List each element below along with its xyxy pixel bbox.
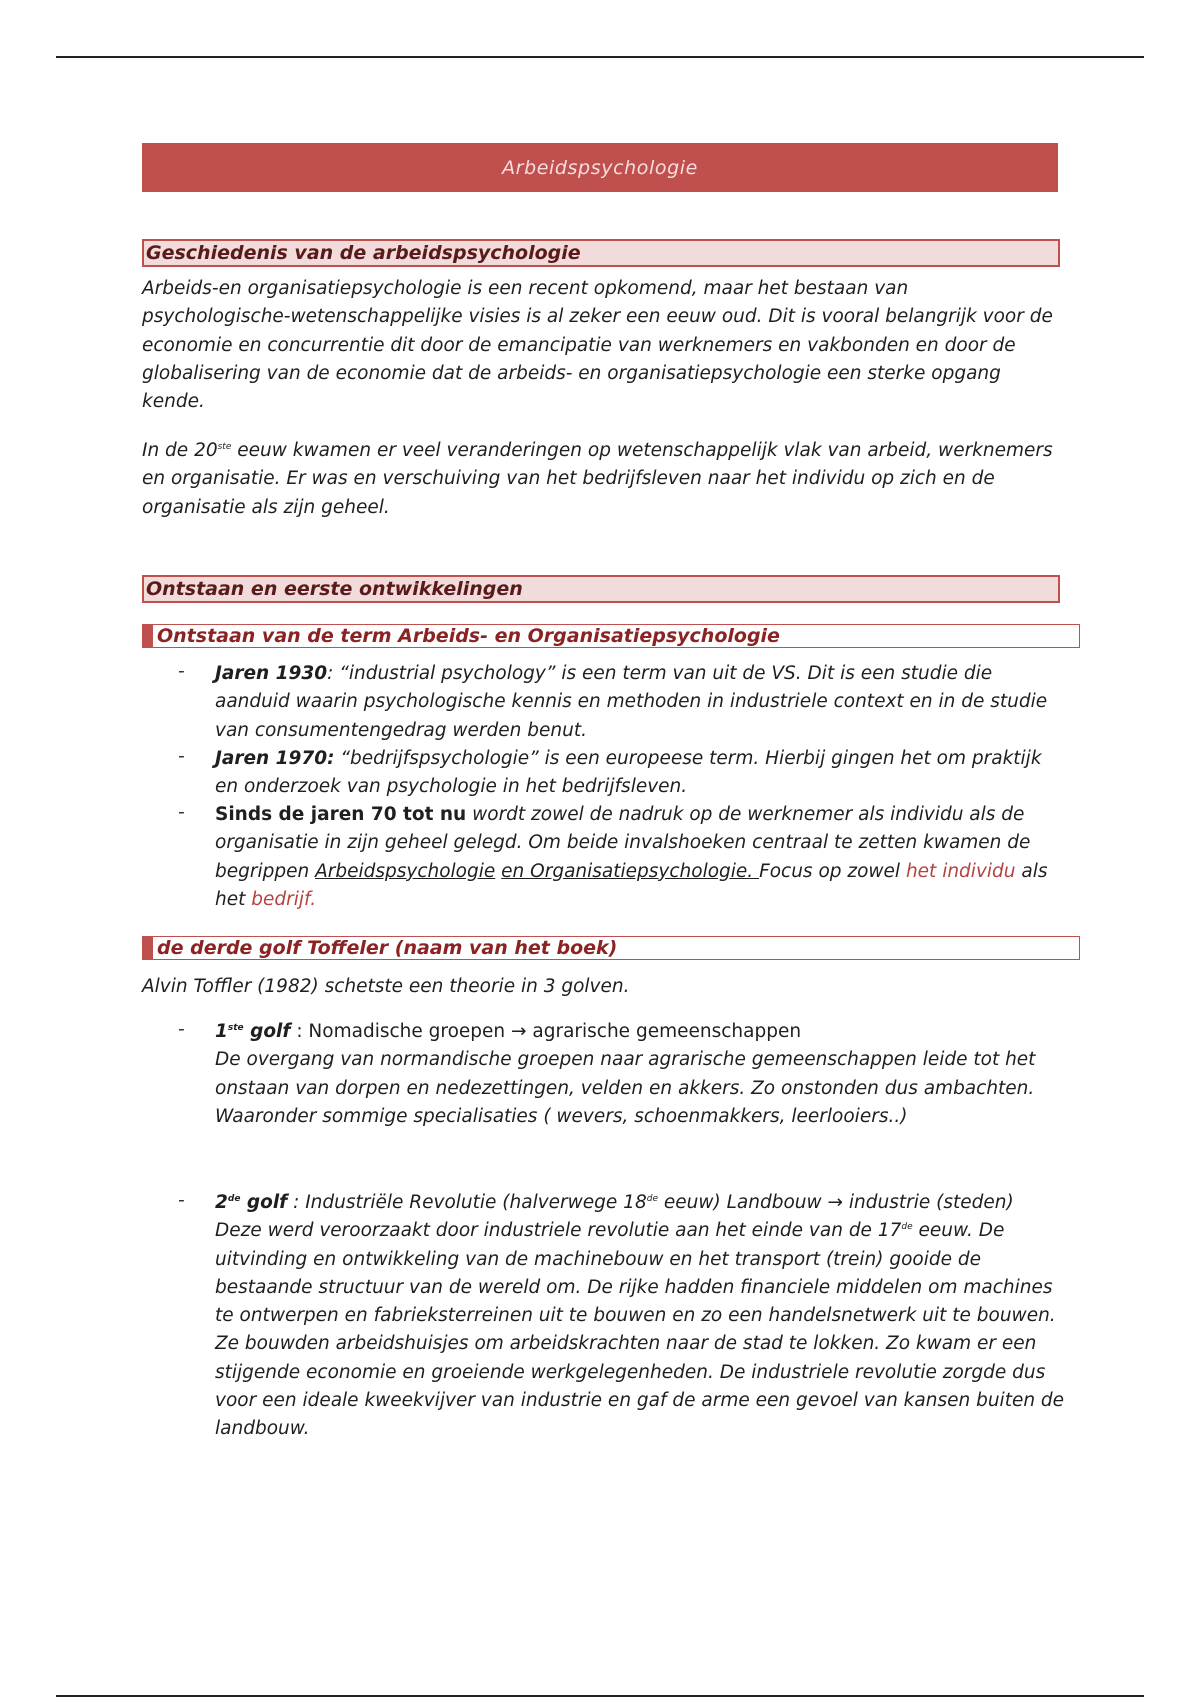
top-rule: [56, 56, 1144, 58]
section-heading-geschiedenis: Geschiedenis van de arbeidspsychologie: [142, 239, 1060, 267]
list-item-first-wave: 1ste golf : Nomadische groepen → agrarische gemeenschappen De overgang van normandische groepen naar agrarische gemeenschappen leide tot het onstaan van dorpen en nedezettingen, velden en akkers. Zo onstonden dus ambachten. Waaronder sommige specialisaties ( wevers, schoenmakkers, leerlooiers..): [215, 1018, 1065, 1131]
subsection-heading-term: Ontstaan van de term Arbeids- en Organisatiepsychologie: [142, 624, 1080, 648]
paragraph-intro: Arbeids-en organisatiepsychologie is een recent opkomend, maar het bestaan van psychologische-wetenschappelijke visies is al zeker een eeuw oud. Dit is vooral belangrijk voor de economie en concurrentie dit door de emancipatie van werknemers en vakbonden en door de globalisering van de economie dat de arbeids- en organisatiepsychologie een sterke opgang kende.: [142, 278, 1053, 413]
list-item-sinds-jaren-70: Sinds de jaren 70 tot nu wordt zowel de nadruk op de werknemer als individu als de organisatie in zijn geheel gelegd. Om beide invalshoeken centraal te zetten kwamen de begrippen Arbeidspsychologie en Organisatiepsychologie. Focus op zowel het individu als het bedrijf.: [215, 804, 1048, 910]
document-title: Arbeidspsychologie: [142, 143, 1058, 192]
bottom-rule: [56, 1695, 1144, 1697]
list-item-jaren-1930: Jaren 1930: “industrial psychology” is een term van uit de VS. Dit is een studie die aanduid waarin psychologische kennis en methoden in industriele context en in de studie van consumentengedrag werden benut.: [215, 663, 1048, 741]
paragraph-20th-century: In de 20ste eeuw kwamen er veel veranderingen op wetenschappelijk vlak van arbeid, werknemers en organisatie. Er was en verschuiving van het bedrijfsleven naar het individu op zich en de organisatie als zijn geheel.: [142, 440, 1053, 518]
list-item-second-wave: 2de golf : Industriële Revolutie (halverwege 18de eeuw) Landbouw → industrie (steden) Deze werd veroorzaakt door industriele revolutie aan het einde van de 17de eeuw. De uitvinding en ontwikkeling van de machinebouw en het transport (trein) gooide de bestaande structuur van de wereld om. De rijke hadden financiele middelen om machines te ontwerpen en fabrieksterreinen uit te bouwen en zo een handelsnetwerk uit te bouwen. Ze bouwden arbeidshuisjes om arbeidskrachten naar de stad te lokken. Zo kwam er een stijgende economie en groeiende werkgelegenheden. De industriele revolutie zorgde dus voor een ideale kweekvijver van industrie en gaf de arme een gevoel van kansen buiten de landbouw.: [215, 1189, 1065, 1444]
bullet-dash: -: [178, 746, 185, 767]
second-wave-body: Deze werd veroorzaakt door industriele revolutie aan het einde van de 17de eeuw. De uitvinding en ontwikkeling van de machinebouw en het transport (trein) gooide de bestaande structuur van de wereld om. De rijke hadden financiele middelen om machines te ontwerpen en fabrieksterreinen uit te bouwen en zo een handelsnetwerk uit te bouwen. Ze bouwden arbeidshuisjes om arbeidskrachten naar de stad te lokken. Zo kwam er een stijgende economie en groeiende werkgelegenheden. De industriele revolutie zorgde dus voor een ideale kweekvijver van industrie en gaf de arme een gevoel van kansen buiten de landbouw.: [215, 1220, 1065, 1440]
first-wave-body: De overgang van normandische groepen naar agrarische gemeenschappen leide tot het onstaan van dorpen en nedezettingen, velden en akkers. Zo onstonden dus ambachten. Waaronder sommige specialisaties ( wevers, schoenmakkers, leerlooiers..): [215, 1049, 1036, 1127]
bullet-dash: -: [178, 802, 185, 823]
paragraph-toffler-intro: Alvin Toffler (1982) schetste een theorie in 3 golven.: [142, 976, 630, 997]
subsection-heading-derde-golf: de derde golf Toffeler (naam van het boek): [142, 936, 1080, 960]
bullet-dash: -: [178, 661, 185, 682]
bullet-dash: -: [178, 1190, 185, 1211]
list-item-jaren-1970: Jaren 1970: “bedrijfspsychologie” is een europeese term. Hierbij gingen het om praktijk en onderzoek van psychologie in het bedrijfsleven.: [215, 748, 1042, 798]
section-heading-ontstaan: Ontstaan en eerste ontwikkelingen: [142, 575, 1060, 603]
bullet-dash: -: [178, 1019, 185, 1040]
